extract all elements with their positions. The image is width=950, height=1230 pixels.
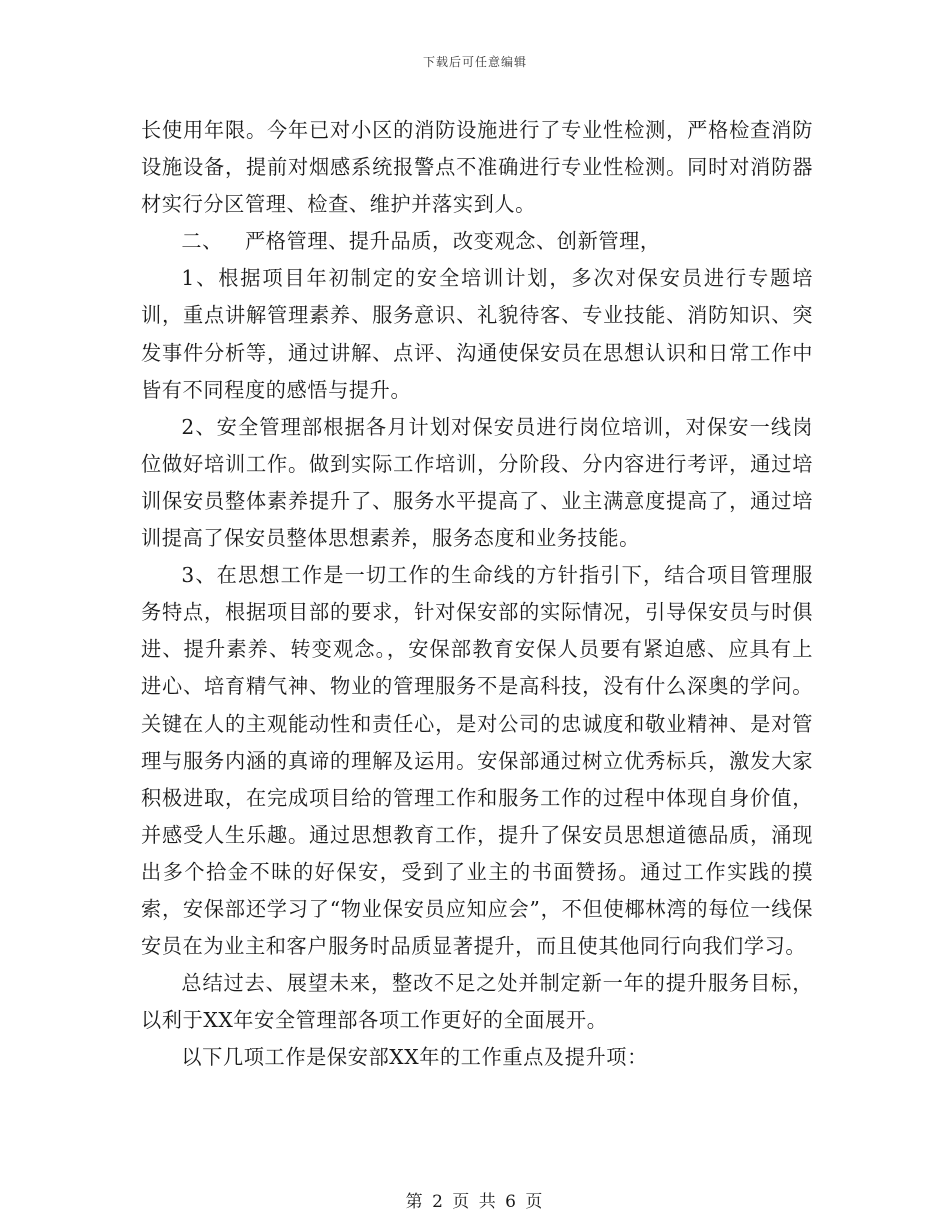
paragraph-summary: 总结过去、展望未来，整改不足之处并制定新一年的提升服务目标，以利于XX年安全管理部各项工作更好的全面展开。 (141, 971, 813, 1033)
section-heading-2 (141, 223, 813, 260)
section-number: 二、 (181, 229, 223, 254)
document-body (141, 112, 813, 1076)
page-header: 下载后可任意编辑 (422, 55, 527, 69)
paragraph-training-plan: 1、根据项目年初制定的安全培训计划，多次对保安员进行专题培训，重点讲解管理素养、服务意识、礼貌待客、专业技能、消防知识、突发事件分析等，通过讲解、点评、沟通使保安员在思想认识和日常工作中皆有不同程度的感悟与提升。 (141, 266, 813, 402)
paragraph-ideology-work: 3、在思想工作是一切工作的生命线的方针指引下，结合项目管理服务特点，根据项目部的要求，针对保安部的实际情况，引导保安员与时俱进、提升素养、转变观念。，安保部教育安保人员要有紧迫感、应具有上进心、培育精气神、物业的管理服务不是高科技，没有什么深奥的学问。关键在人的主观能动性和责任心，是对公司的忠诚度和敬业精神、是对管理与服务内涵的真谛的理解及运用。安保部通过树立优秀标兵，激发大家积极进取，在完成项目给的管理工作和服务工作的过程中体现自身价值，并感受人生乐趣。通过思想教育工作，提升了保安员思想道德品质，涌现出多个拾金不昧的好保安，受到了业主的书面赞扬。通过工作实践的摸索，安保部还学习了“物业保安员应知应会”，不但使椰林湾的每位一线保安员在为业主和客户服务时品质显著提升，而且使其他同行向我们学习。 (141, 563, 813, 959)
section-title: 严格管理、提升品质，改变观念、创新管理， (244, 229, 661, 254)
page-footer: 第 2 页 共 6 页 (405, 1192, 545, 1212)
paragraph-fire-safety: 长使用年限。今年已对小区的消防设施进行了专业性检测，严格检查消防设施设备，提前对烟感系统报警点不准确进行专业性检测。同时对消防器材实行分区管理、检查、维护并落实到人。 (141, 118, 813, 217)
paragraph-key-points-intro: 以下几项工作是保安部XX年的工作重点及提升项： (181, 1045, 648, 1070)
paragraph-post-training: 2、安全管理部根据各月计划对保安员进行岗位培训，对保安一线岗位做好培训工作。做到实际工作培训，分阶段、分内容进行考评，通过培训保安员整体素养提升了、服务水平提高了、业主满意度提高了，通过培训提高了保安员整体思想素养，服务态度和业务技能。 (141, 414, 813, 551)
